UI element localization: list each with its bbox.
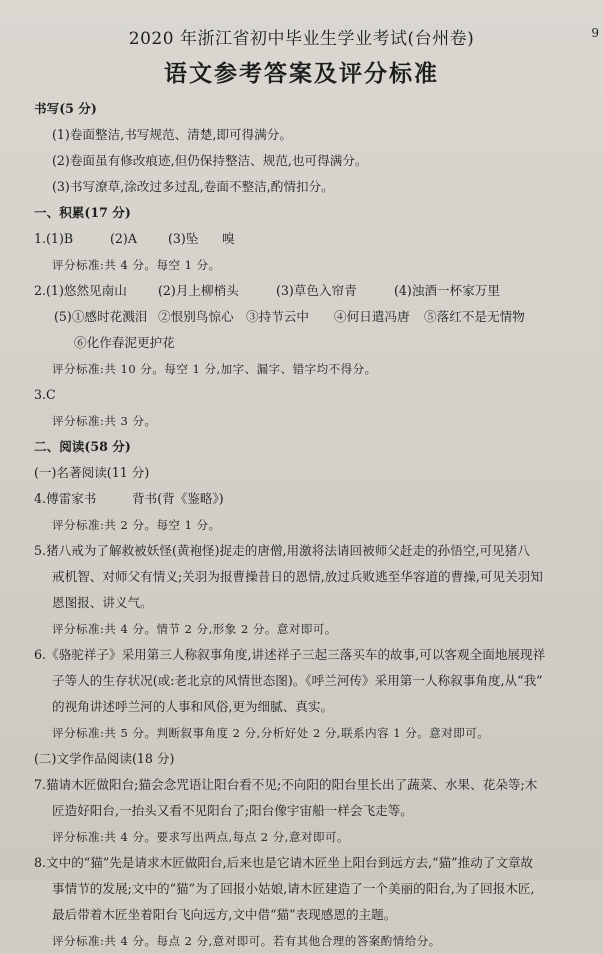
q6-answer-line: 子等人的生存状况(或:老北京的风情世态图)。《呼兰河传》采用第一人称叙事角度,从“我” — [52, 673, 543, 688]
answer-content — [34, 96, 596, 954]
q2-answer: ②恨别鸟惊心 — [158, 309, 234, 324]
q4-answer: 背书(背《鉴略》) — [132, 491, 224, 506]
q6-scoring: 评分标准:共 5 分。判断叙事角度 2 分,分析好处 2 分,联系内容 1 分。意对即可。 — [52, 726, 490, 740]
q1-answers — [34, 226, 596, 252]
section-heading-reading: 二、阅读(58 分) — [34, 439, 131, 454]
q5-scoring: 评分标准:共 4 分。情节 2 分,形象 2 分。意对即可。 — [52, 622, 337, 636]
q2-answer: ③持节云中 — [246, 309, 309, 324]
q2-answer: 2.(1)悠然见南山 — [34, 283, 127, 298]
q1-answer: (3)坠 — [168, 231, 199, 246]
writing-heading: 书写(5 分) — [34, 101, 97, 116]
q7-answer-line: 匠造好阳台,一抬头又看不见阳台了;阳台像宇宙船一样会飞走等。 — [52, 803, 413, 818]
q8-answer-line: 事情节的发展;文中的“猫”为了回报小姑娘,请木匠建造了一个美丽的阳台,为了回报木匠, — [52, 881, 535, 896]
q7-answer-line: 7.猫请木匠做阳台;猫会念咒语让阳台看不见;不向阳的阳台里长出了蔬菜、水果、花朵等;木 — [34, 777, 538, 792]
writing-item: (2)卷面虽有修改痕迹,但仍保持整洁、规范,也可得满分。 — [52, 153, 368, 168]
q1-answer: 嗅 — [222, 231, 235, 246]
q3-scoring: 评分标准:共 3 分。 — [52, 414, 157, 428]
q2-answer: ⑤落红不是无情物 — [424, 309, 525, 324]
q4-answers — [34, 486, 596, 512]
q6-answer-line: 的视角讲述呼兰河的人事和风俗,更为细腻、真实。 — [52, 699, 334, 714]
q1-answer: (2)A — [110, 231, 137, 246]
q1-scoring: 评分标准:共 4 分。每空 1 分。 — [52, 258, 221, 272]
q4-answer: 4.傅雷家书 — [34, 491, 97, 506]
q2-answers-row2 — [34, 304, 596, 330]
q2-answer-row3: ⑥化作春泥更护花 — [74, 335, 175, 350]
section-heading-accumulation: 一、积累(17 分) — [34, 205, 131, 220]
q2-answer: ④何日遣冯唐 — [334, 309, 410, 324]
q3-answer: 3.C — [34, 387, 56, 402]
q2-answer: (3)草色入帘青 — [276, 283, 357, 298]
q5-answer-line: 5.猪八戒为了解救被妖怪(黄袍怪)捉走的唐僧,用激将法请回被师父赶走的孙悟空,可见猪八 — [34, 543, 530, 558]
exam-title: 2020 年浙江省初中毕业生学业考试(台州卷) — [128, 29, 475, 49]
document-title: 语文参考答案及评分标准 — [164, 60, 439, 87]
subsection-heading-classics: (一)名著阅读(11 分) — [34, 465, 150, 480]
q2-answer: (5)①感时花溅泪 — [54, 309, 148, 324]
q2-answers-row1 — [34, 278, 596, 304]
q7-scoring: 评分标准:共 4 分。要求写出两点,每点 2 分,意对即可。 — [52, 830, 349, 844]
q8-answer-line: 最后带着木匠坐着阳台飞向远方,文中借“猫”表现感恩的主题。 — [52, 907, 397, 922]
q8-answer-line: 8.文中的“猫”先是请求木匠做阳台,后来也是它请木匠坐上阳台到远方去,“猫”推动了文章故 — [34, 855, 534, 870]
page-corner-number: 9 — [591, 26, 599, 40]
q2-answer: (4)浊酒一杯家万里 — [394, 283, 500, 298]
writing-item: (3)书写潦草,涂改过多过乱,卷面不整洁,酌情扣分。 — [52, 179, 334, 194]
q1-answer: 1.(1)B — [34, 231, 74, 246]
writing-item: (1)卷面整洁,书写规范、清楚,即可得满分。 — [52, 127, 292, 142]
q5-answer-line: 戒机智、对师父有情义;关羽为报曹操昔日的恩情,放过兵败逃至华容道的曹操,可见关羽知 — [52, 569, 543, 584]
q4-scoring: 评分标准:共 2 分。每空 1 分。 — [52, 518, 221, 532]
q8-scoring: 评分标准:共 4 分。每点 2 分,意对即可。若有其他合理的答案酌情给分。 — [52, 934, 441, 948]
q5-answer-line: 恩图报、讲义气。 — [52, 595, 153, 610]
q2-answer: (2)月上柳梢头 — [158, 283, 239, 298]
q2-scoring: 评分标准:共 10 分。每空 1 分,加字、漏字、错字均不得分。 — [52, 362, 377, 376]
subsection-heading-literature: (二)文学作品阅读(18 分) — [34, 751, 175, 766]
q6-answer-line: 6.《骆驼祥子》采用第三人称叙事角度,讲述祥子三起三落买车的故事,可以客观全面地展现祥 — [34, 647, 546, 662]
